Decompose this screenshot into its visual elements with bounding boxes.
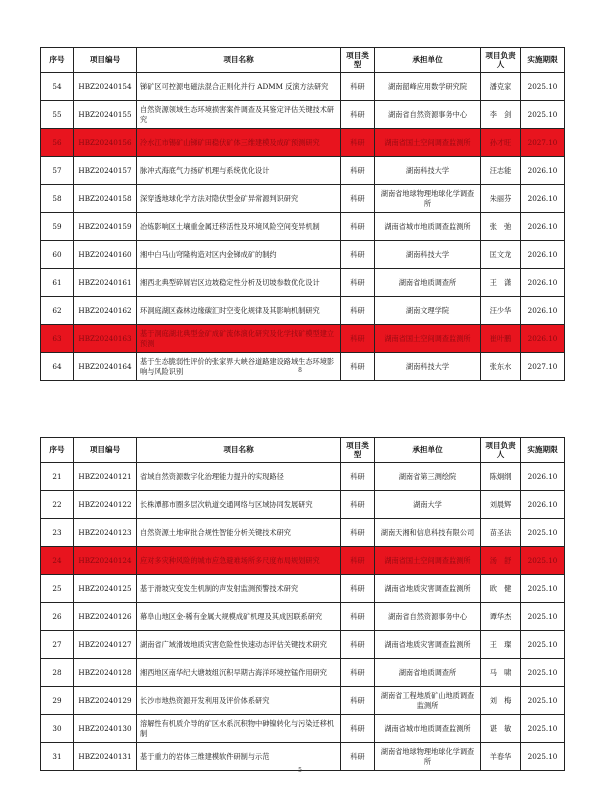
cell-no: 25	[41, 575, 74, 603]
cell-no: 62	[41, 297, 74, 325]
table-row	[41, 297, 565, 325]
cell-name: 省域自然资源数字化治理能力提升的实现路径	[137, 463, 341, 491]
cell-unit: 湖南省城市地质调查监测所	[375, 715, 481, 743]
cell-type: 科研	[341, 213, 375, 241]
cell-lead: 谌 敏	[481, 715, 521, 743]
cell-type: 科研	[341, 575, 375, 603]
cell-no: 59	[41, 213, 74, 241]
table-body-2	[41, 463, 565, 771]
cell-lead: 张东水	[481, 353, 521, 381]
cell-code: HBZ20240124	[74, 547, 137, 575]
cell-type: 科研	[341, 185, 375, 213]
cell-no: 26	[41, 603, 74, 631]
table-row	[41, 101, 565, 129]
cell-code: HBZ20240125	[74, 575, 137, 603]
table-row	[41, 715, 565, 743]
table-header-row	[41, 48, 565, 73]
cell-lead: 匡文龙	[481, 241, 521, 269]
header-no: 序号	[41, 48, 74, 73]
cell-no: 29	[41, 687, 74, 715]
cell-name: 应对多灾种风险的城市应急避难场所多尺度布局规划研究	[137, 547, 341, 575]
cell-lead: 马 啸	[481, 659, 521, 687]
cell-no: 22	[41, 491, 74, 519]
cell-type: 科研	[341, 353, 375, 381]
cell-period: 2025.10	[521, 547, 565, 575]
cell-unit: 湖南省地质调查所	[375, 659, 481, 687]
cell-period: 2025.10	[521, 575, 565, 603]
cell-code: HBZ20240127	[74, 631, 137, 659]
cell-period: 2025.10	[521, 631, 565, 659]
cell-period: 2026.10	[521, 213, 565, 241]
cell-lead: 王 潇	[481, 269, 521, 297]
table-row	[41, 157, 565, 185]
cell-lead: 孙才旺	[481, 129, 521, 157]
document-page-1	[0, 0, 600, 396]
cell-name: 湘西北典型碎屑岩区边坡稳定性分析及切坡参数优化设计	[137, 269, 341, 297]
cell-period: 2025.10	[521, 715, 565, 743]
table-row	[41, 575, 565, 603]
cell-code: HBZ20240130	[74, 715, 137, 743]
cell-unit: 湖南省国土空间调查监测所	[375, 547, 481, 575]
cell-lead: 苗圣法	[481, 519, 521, 547]
cell-code: HBZ20240128	[74, 659, 137, 687]
cell-no: 57	[41, 157, 74, 185]
cell-type: 科研	[341, 241, 375, 269]
header-period: 实施期限	[521, 48, 565, 73]
cell-period: 2025.10	[521, 743, 565, 771]
cell-lead: 欧 健	[481, 575, 521, 603]
cell-name: 长沙市地热资源开发利用及评价体系研究	[137, 687, 341, 715]
cell-lead: 李 剑	[481, 101, 521, 129]
cell-lead: 朱丽芬	[481, 185, 521, 213]
cell-name: 幕阜山地区金-稀有金属大规模成矿机理及其成因联系研究	[137, 603, 341, 631]
table-row	[41, 631, 565, 659]
cell-code: HBZ20240163	[74, 325, 137, 353]
cell-no: 61	[41, 269, 74, 297]
cell-period: 2027.10	[521, 129, 565, 157]
cell-code: HBZ20240157	[74, 157, 137, 185]
table-body-1	[41, 73, 565, 381]
header-period: 实施期限	[521, 438, 565, 463]
header-type: 项目类型	[341, 438, 375, 463]
cell-unit: 湖南文理学院	[375, 297, 481, 325]
cell-period: 2025.10	[521, 101, 565, 129]
cell-period: 2026.10	[521, 185, 565, 213]
cell-period: 2025.10	[521, 659, 565, 687]
cell-type: 科研	[341, 463, 375, 491]
cell-unit: 湖南省第三测绘院	[375, 463, 481, 491]
cell-unit: 湖南省地球物理地球化学调查所	[375, 743, 481, 771]
cell-no: 24	[41, 547, 74, 575]
table-row	[41, 659, 565, 687]
cell-no: 63	[41, 325, 74, 353]
cell-code: HBZ20240164	[74, 353, 137, 381]
cell-code: HBZ20240123	[74, 519, 137, 547]
cell-name: 基于生态脆弱性评价的张家界大峡谷道路建设路域生态环境影响与风险识别	[137, 353, 341, 381]
table-row	[41, 241, 565, 269]
project-table-1	[40, 47, 565, 381]
cell-type: 科研	[341, 659, 375, 687]
document-page-2	[0, 404, 600, 800]
cell-lead: 谭华杰	[481, 603, 521, 631]
cell-name: 湖南省广域滑坡地质灾害危险性快速动态评估关键技术研究	[137, 631, 341, 659]
cell-lead: 刘晨辉	[481, 491, 521, 519]
header-name: 项目名称	[137, 48, 341, 73]
cell-no: 23	[41, 519, 74, 547]
cell-type: 科研	[341, 297, 375, 325]
cell-unit: 湖南省地质灾害调查监测所	[375, 631, 481, 659]
cell-no: 21	[41, 463, 74, 491]
header-unit: 承担单位	[375, 438, 481, 463]
cell-code: HBZ20240131	[74, 743, 137, 771]
cell-period: 2026.10	[521, 269, 565, 297]
cell-period: 2026.10	[521, 491, 565, 519]
cell-period: 2027.10	[521, 353, 565, 381]
table-row	[41, 547, 565, 575]
cell-lead: 潘克家	[481, 73, 521, 101]
cell-code: HBZ20240156	[74, 129, 137, 157]
cell-period: 2025.10	[521, 73, 565, 101]
cell-code: HBZ20240160	[74, 241, 137, 269]
cell-code: HBZ20240159	[74, 213, 137, 241]
header-unit: 承担单位	[375, 48, 481, 73]
header-lead: 项目负责人	[481, 438, 521, 463]
cell-code: HBZ20240154	[74, 73, 137, 101]
cell-period: 2026.10	[521, 241, 565, 269]
cell-code: HBZ20240161	[74, 269, 137, 297]
table-row	[41, 463, 565, 491]
cell-type: 科研	[341, 519, 375, 547]
cell-lead: 刘 梅	[481, 687, 521, 715]
cell-no: 60	[41, 241, 74, 269]
cell-no: 54	[41, 73, 74, 101]
table-row	[41, 185, 565, 213]
header-code: 项目编号	[74, 48, 137, 73]
cell-name: 长株潭都市圈多层次轨道交通网络与区域协同发展研究	[137, 491, 341, 519]
cell-name: 基于重力的岩体三维建模软件研制与示范	[137, 743, 341, 771]
cell-code: HBZ20240155	[74, 101, 137, 129]
table-row	[41, 687, 565, 715]
cell-no: 56	[41, 129, 74, 157]
cell-period: 2026.10	[521, 325, 565, 353]
cell-code: HBZ20240126	[74, 603, 137, 631]
cell-unit: 湖南省国土空间调查监测所	[375, 129, 481, 157]
page-number: 5	[298, 767, 302, 774]
header-lead: 项目负责人	[481, 48, 521, 73]
cell-name: 溶解性有机质介导的矿区水系沉积物中砷镍转化与污染迁移机制	[137, 715, 341, 743]
cell-unit: 湖南省地质调查所	[375, 269, 481, 297]
cell-period: 2026.10	[521, 297, 565, 325]
cell-name: 湘中白马山穹隆构造对区内金锑成矿的制约	[137, 241, 341, 269]
cell-unit: 湖南天湘和信息科技有限公司	[375, 519, 481, 547]
cell-type: 科研	[341, 129, 375, 157]
cell-code: HBZ20240121	[74, 463, 137, 491]
cell-unit: 湖南韶峰应用数学研究院	[375, 73, 481, 101]
table-row	[41, 269, 565, 297]
cell-period: 2025.10	[521, 519, 565, 547]
table-row	[41, 213, 565, 241]
cell-unit: 湖南大学	[375, 491, 481, 519]
header-name: 项目名称	[137, 438, 341, 463]
table-row	[41, 519, 565, 547]
cell-name: 基于洞庭湖北典型金矿成矿流体演化研究及化学找矿模型建立预测	[137, 325, 341, 353]
cell-type: 科研	[341, 101, 375, 129]
cell-no: 27	[41, 631, 74, 659]
table-row	[41, 325, 565, 353]
header-type: 项目类型	[341, 48, 375, 73]
cell-name: 自然资源土地审批合规性智能分析关键技术研究	[137, 519, 341, 547]
cell-type: 科研	[341, 491, 375, 519]
table-row	[41, 73, 565, 101]
cell-name: 深穿透地球化学方法对隐伏型金矿异常源判识研究	[137, 185, 341, 213]
cell-no: 58	[41, 185, 74, 213]
cell-name: 冷水江市锡矿山锑矿田稳伏矿体三维建模及成矿预测研究	[137, 129, 341, 157]
cell-name: 基于滑坡灾变发生机制的声发射监测预警技术研究	[137, 575, 341, 603]
cell-type: 科研	[341, 687, 375, 715]
cell-unit: 湖南省工程地质矿山地质调查监测所	[375, 687, 481, 715]
cell-lead: 汪少华	[481, 297, 521, 325]
cell-lead: 汤 舒	[481, 547, 521, 575]
cell-lead: 王 璨	[481, 631, 521, 659]
cell-unit: 湖南省自然资源事务中心	[375, 603, 481, 631]
cell-period: 2026.10	[521, 463, 565, 491]
cell-type: 科研	[341, 73, 375, 101]
cell-type: 科研	[341, 715, 375, 743]
cell-lead: 汪志能	[481, 157, 521, 185]
cell-lead: 羊春华	[481, 743, 521, 771]
header-code: 项目编号	[74, 438, 137, 463]
cell-type: 科研	[341, 157, 375, 185]
cell-unit: 湖南科技大学	[375, 353, 481, 381]
cell-name: 冶炼影响区土壤重金属迁移活性及环境风险空间变异机制	[137, 213, 341, 241]
cell-lead: 陈炯纲	[481, 463, 521, 491]
cell-type: 科研	[341, 547, 375, 575]
cell-unit: 湖南省地球物理地球化学调查所	[375, 185, 481, 213]
cell-lead: 崔叶鹏	[481, 325, 521, 353]
cell-type: 科研	[341, 269, 375, 297]
cell-name: 锑矿区可控源电磁法混合正则化并行 ADMM 反演方法研究	[137, 73, 341, 101]
cell-no: 64	[41, 353, 74, 381]
cell-code: HBZ20240158	[74, 185, 137, 213]
cell-type: 科研	[341, 743, 375, 771]
table-header-row	[41, 438, 565, 463]
cell-period: 2025.10	[521, 603, 565, 631]
cell-unit: 湖南省国土空间调查监测所	[375, 325, 481, 353]
cell-period: 2025.10	[521, 687, 565, 715]
cell-period: 2026.10	[521, 157, 565, 185]
cell-type: 科研	[341, 325, 375, 353]
cell-code: HBZ20240129	[74, 687, 137, 715]
cell-no: 55	[41, 101, 74, 129]
cell-unit: 湖南省自然资源事务中心	[375, 101, 481, 129]
cell-type: 科研	[341, 603, 375, 631]
cell-name: 环洞庭湖区森林边缘碳汇时空变化规律及其影响机制研究	[137, 297, 341, 325]
table-row	[41, 129, 565, 157]
cell-code: HBZ20240122	[74, 491, 137, 519]
cell-no: 30	[41, 715, 74, 743]
cell-code: HBZ20240162	[74, 297, 137, 325]
cell-type: 科研	[341, 631, 375, 659]
cell-unit: 湖南省城市地质调查监测所	[375, 213, 481, 241]
cell-unit: 湖南科技大学	[375, 157, 481, 185]
project-table-2	[40, 437, 565, 771]
cell-no: 28	[41, 659, 74, 687]
cell-unit: 湖南省地质灾害调查监测所	[375, 575, 481, 603]
cell-lead: 张 弛	[481, 213, 521, 241]
cell-name: 湘西地区南华纪大塘坡组沉积早期古海洋环境控锰作用研究	[137, 659, 341, 687]
cell-name: 脉冲式海底气力扬矿机理与系统优化设计	[137, 157, 341, 185]
header-no: 序号	[41, 438, 74, 463]
cell-name: 自然资源领域生态环境损害案件调查及其鉴定评估关键技术研究	[137, 101, 341, 129]
cell-no: 31	[41, 743, 74, 771]
table-row	[41, 603, 565, 631]
table-row	[41, 491, 565, 519]
page-number: 8	[298, 367, 302, 374]
cell-unit: 湖南科技大学	[375, 241, 481, 269]
